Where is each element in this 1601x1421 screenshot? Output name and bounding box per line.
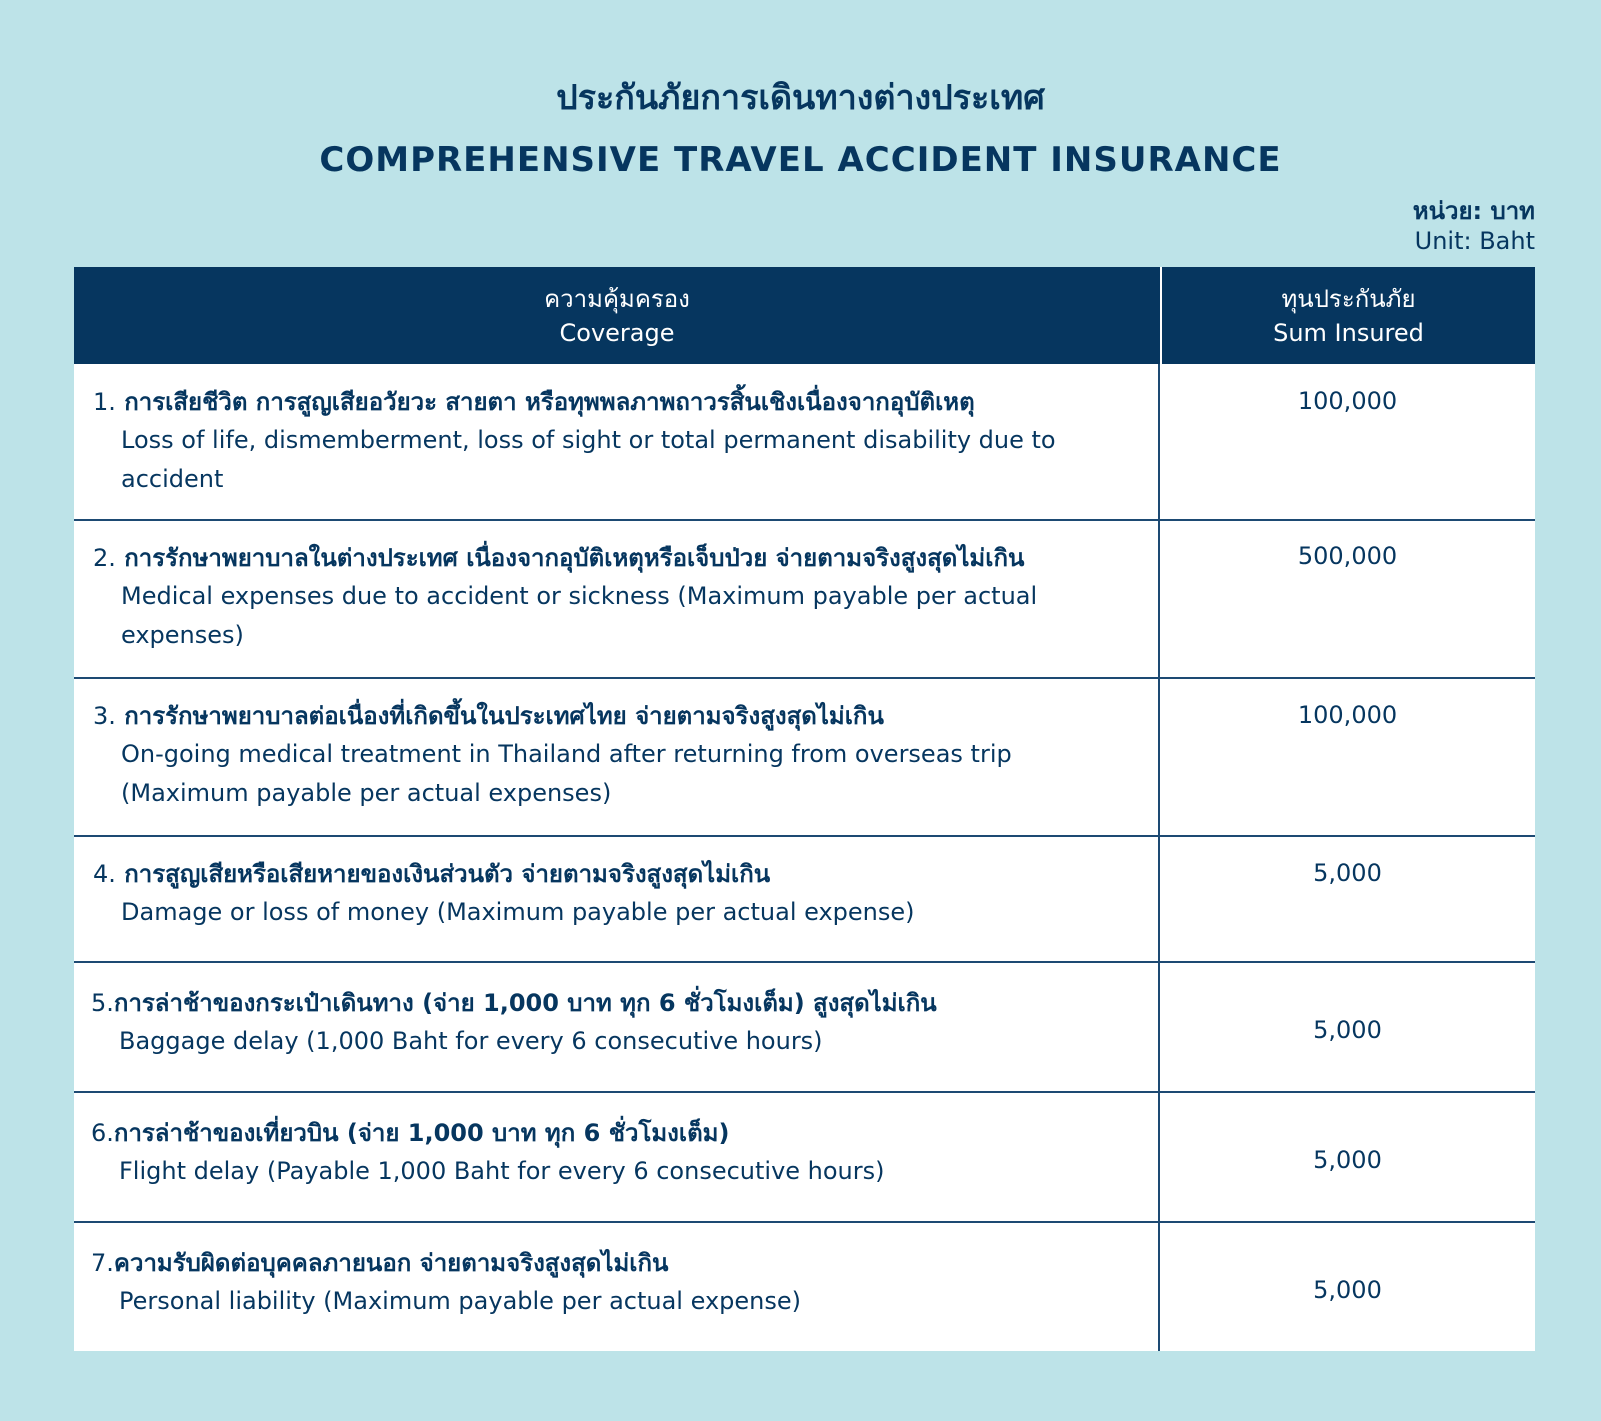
coverage-english: Damage or loss of money (Maximum payable per actual expense) <box>121 898 915 926</box>
coverage-thai: การล่าช้าของกระเป๋าเดินทาง (จ่าย 1,000 บาท ทุก 6 ชั่วโมงเต็ม) สูงสุดไม่เกิน <box>113 989 937 1017</box>
sum-insured-cell <box>1160 837 1535 961</box>
coverage-thai: ความรับผิดต่อบุคคลภายนอก จ่ายตามจริงสูงสุดไม่เกิน <box>113 1249 669 1277</box>
coverage-english: Personal liability (Maximum payable per actual expense) <box>119 1287 801 1315</box>
row-number: 3. <box>93 702 116 730</box>
table-row <box>74 677 1535 835</box>
sum-insured-cell <box>1160 1223 1535 1351</box>
column-header-coverage-thai: ความคุ้มครอง <box>544 284 690 313</box>
page-title-english: COMPREHENSIVE TRAVEL ACCIDENT INSURANCE <box>319 140 1282 180</box>
unit-thai: หน่วย: บาท <box>1412 197 1535 225</box>
sum-insured-cell <box>1160 1093 1535 1221</box>
table-row <box>74 519 1535 677</box>
table-row <box>74 961 1535 1091</box>
table-row <box>74 1221 1535 1351</box>
coverage-cell <box>74 521 1160 677</box>
coverage-table <box>74 267 1535 1351</box>
coverage-english: Baggage delay (1,000 Baht for every 6 consecutive hours) <box>119 1027 823 1055</box>
table-body <box>74 364 1535 1351</box>
sum-insured-value: 5,000 <box>1313 859 1382 887</box>
column-header-sum-english: Sum Insured <box>1273 318 1424 347</box>
column-header-coverage <box>74 267 1162 364</box>
sum-insured-cell <box>1160 364 1535 519</box>
table-row <box>74 835 1535 961</box>
sum-insured-value: 100,000 <box>1297 701 1398 729</box>
column-header-coverage-english: Coverage <box>559 318 675 347</box>
row-number: 1. <box>93 388 116 416</box>
unit-note <box>1413 196 1535 256</box>
sum-insured-value: 5,000 <box>1313 1016 1382 1044</box>
coverage-english: On-going medical treatment in Thailand after returning from overseas trip (Maximum payable per actual expenses) <box>121 740 1012 807</box>
row-number: 4. <box>93 860 116 888</box>
table-row <box>74 364 1535 519</box>
row-number: 6. <box>91 1119 114 1147</box>
coverage-thai: การเสียชีวิต การสูญเสียอวัยวะ สายตา หรือทุพพลภาพถาวรสิ้นเชิงเนื่องจากอุบัติเหตุ <box>124 388 975 416</box>
sum-insured-value: 100,000 <box>1297 387 1398 415</box>
row-number: 2. <box>93 544 116 572</box>
coverage-english: Loss of life, dismemberment, loss of sight or total permanent disability due to accident <box>121 426 1056 493</box>
column-header-sum-thai: ทุนประกันภัย <box>1281 284 1416 313</box>
sum-insured-cell <box>1160 679 1535 835</box>
coverage-english: Flight delay (Payable 1,000 Baht for every 6 consecutive hours) <box>119 1157 885 1185</box>
coverage-cell <box>74 679 1160 835</box>
coverage-thai: การล่าช้าของเที่ยวบิน (จ่าย 1,000 บาท ทุก 6 ชั่วโมงเต็ม) <box>113 1119 730 1147</box>
column-header-sum-insured <box>1162 267 1535 364</box>
coverage-cell <box>74 837 1160 961</box>
table-row <box>74 1091 1535 1221</box>
table-header <box>74 267 1535 364</box>
row-number: 5. <box>91 989 114 1017</box>
page-title-thai: ประกันภัยการเดินทางต่างประเทศ <box>556 78 1045 118</box>
coverage-english: Medical expenses due to accident or sickness (Maximum payable per actual expenses) <box>121 582 1038 649</box>
sum-insured-cell <box>1160 521 1535 677</box>
sum-insured-value: 5,000 <box>1313 1276 1382 1304</box>
coverage-thai: การรักษาพยาบาลในต่างประเทศ เนื่องจากอุบัติเหตุหรือเจ็บป่วย จ่ายตามจริงสูงสุดไม่เกิน <box>124 544 1025 572</box>
sum-insured-cell <box>1160 963 1535 1091</box>
row-number: 7. <box>91 1249 114 1277</box>
coverage-cell <box>74 1093 1160 1221</box>
sum-insured-value: 500,000 <box>1297 542 1398 570</box>
coverage-cell <box>74 1223 1160 1351</box>
coverage-cell <box>74 963 1160 1091</box>
coverage-thai: การสูญเสียหรือเสียหายของเงินส่วนตัว จ่ายตามจริงสูงสุดไม่เกิน <box>124 860 771 888</box>
unit-english: Unit: Baht <box>1414 227 1535 255</box>
sum-insured-value: 5,000 <box>1313 1146 1382 1174</box>
coverage-cell <box>74 364 1160 519</box>
coverage-thai: การรักษาพยาบาลต่อเนื่องที่เกิดขึ้นในประเทศไทย จ่ายตามจริงสูงสุดไม่เกิน <box>124 702 884 730</box>
